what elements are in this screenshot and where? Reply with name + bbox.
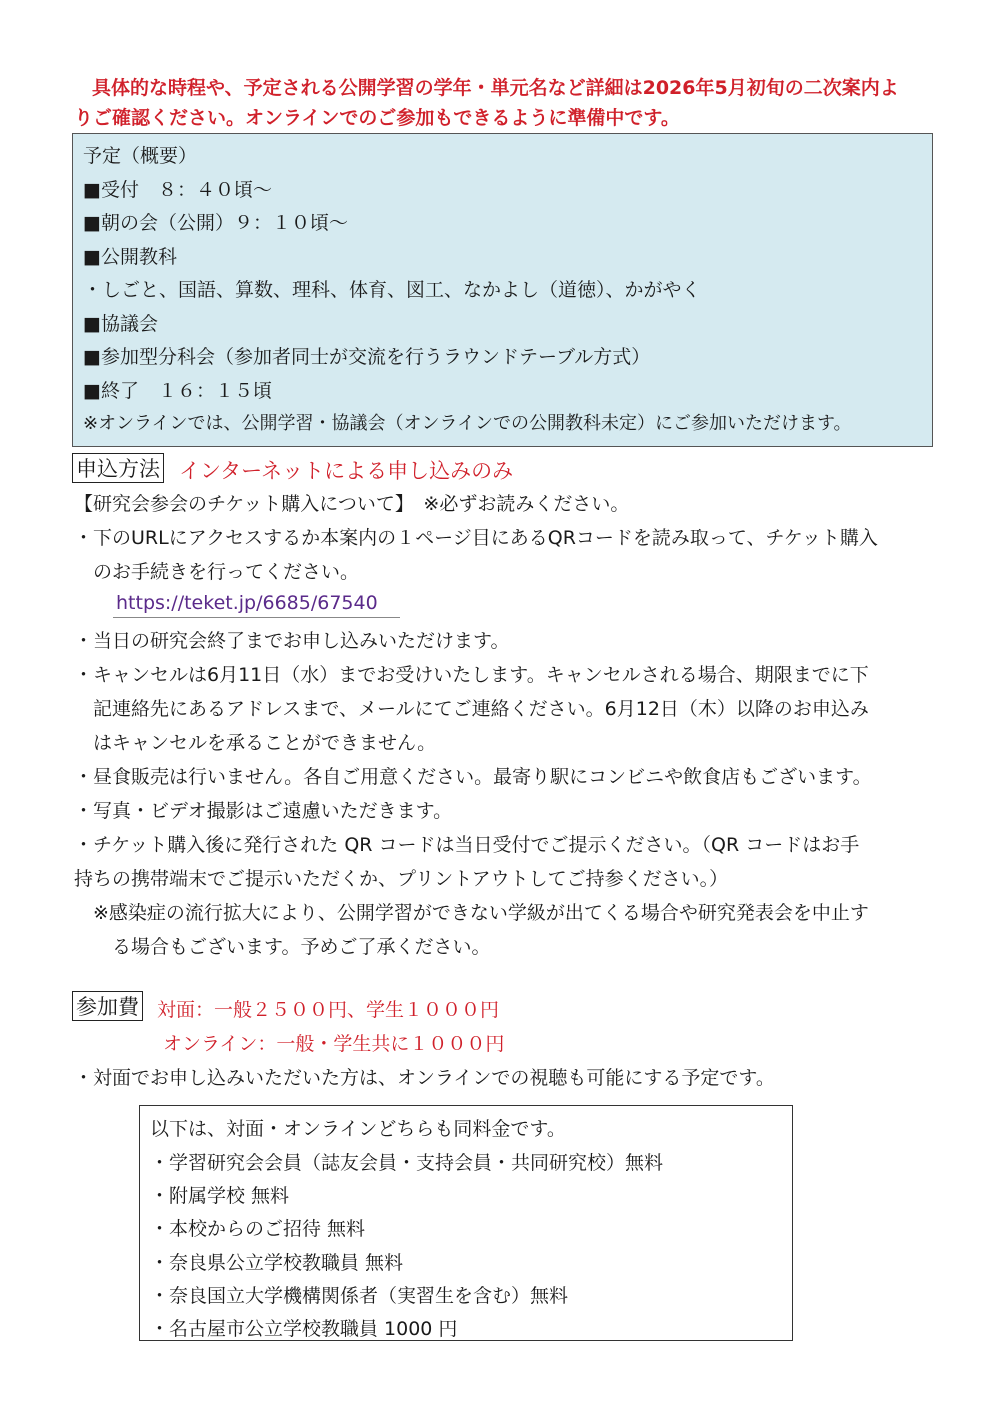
qr-note-1: ・チケット購入後に発行された QR コードは当日受付でご提示ください。（QR コードはお手 <box>74 834 860 856</box>
schedule-item: ■公開教科 <box>83 246 177 268</box>
fee-box-item: ・名古屋市公立学校教職員 1000 円 <box>150 1318 458 1340</box>
access-instruction-2: のお手続きを行ってください。 <box>93 561 360 583</box>
free-fee-box <box>139 1105 793 1341</box>
fee-online: オンライン：一般・学生共に１０００円 <box>163 1033 505 1055</box>
infection-note-1: ※感染症の流行拡大により、公開学習ができない学級が出てくる場合や研究発表会を中止す <box>93 902 869 924</box>
access-instruction-1: ・下のURLにアクセスするか本案内の１ページ目にあるQRコードを読み取って、チケット購入 <box>74 527 878 549</box>
ticket-heading: 【研究会参会のチケット購入について】 ※必ずお読みください。 <box>74 493 630 515</box>
deadline-note: ・当日の研究会終了までお申し込みいただけます。 <box>74 630 510 652</box>
schedule-item: ■朝の会（公開）９：１０頃～ <box>83 212 348 234</box>
schedule-item: ■終了 １６：１５頃 <box>83 380 272 402</box>
photo-note: ・写真・ビデオ撮影はご遠慮いただきます。 <box>74 800 453 822</box>
qr-note-2: 持ちの携帯端末でご提示いただくか、プリントアウトしてご持参ください。） <box>74 868 729 890</box>
fee-box-item: ・本校からのご招待 無料 <box>150 1218 366 1240</box>
fee-box-item: ・附属学校 無料 <box>150 1185 290 1207</box>
schedule-item: ・しごと、国語、算数、理科、体育、図工、なかよし（道徳）、かがやく <box>83 279 701 301</box>
url-underline <box>113 617 400 618</box>
application-label: 申込方法 <box>72 453 164 483</box>
cancel-policy-2: 記連絡先にあるアドレスまで、メールにてご連絡ください。6月12日（木）以降のお申込み <box>93 698 869 720</box>
fee-label: 参加費 <box>72 991 143 1021</box>
ticket-url-link[interactable]: https://teket.jp/6685/67540 <box>116 592 378 614</box>
schedule-item: ■協議会 <box>83 313 158 335</box>
schedule-title: 予定（概要） <box>83 145 198 167</box>
fee-box-item: ・奈良国立大学機構関係者（実習生を含む）無料 <box>150 1285 569 1307</box>
lunch-note: ・昼食販売は行いません。各自ご用意ください。最寄り駅にコンビニや飲食店もございます。 <box>74 766 872 788</box>
infection-note-2: る場合もございます。予めご了承ください。 <box>112 936 491 958</box>
fee-online-viewing-note: ・対面でお申し込みいただいた方は、オンラインでの視聴も可能にする予定です。 <box>74 1067 775 1089</box>
application-headline: インターネットによる申し込みのみ <box>179 459 514 483</box>
notice-line-2: りご確認ください。オンラインでのご参加もできるように準備中です。 <box>74 107 680 129</box>
fee-box-item: ・学習研究会会員（誌友会員・支持会員・共同研究校）無料 <box>150 1152 664 1174</box>
schedule-box <box>72 133 933 447</box>
notice-line-1: 具体的な時程や、予定される公開学習の学年・単元名など詳細は2026年5月初旬の二次案内よ <box>92 77 899 99</box>
fee-box-item: ・奈良県公立学校教職員 無料 <box>150 1252 404 1274</box>
cancel-policy-3: はキャンセルを承ることができません。 <box>93 732 437 754</box>
schedule-online-note: ※オンラインでは、公開学習・協議会（オンラインでの公開教科未定）にご参加いただけます。 <box>83 413 852 434</box>
fee-box-title: 以下は、対面・オンラインどちらも同料金です。 <box>150 1118 566 1140</box>
schedule-item: ■受付 ８：４０頃～ <box>83 179 272 201</box>
schedule-item: ■参加型分科会（参加者同士が交流を行うラウンドテーブル方式） <box>83 346 651 368</box>
cancel-policy-1: ・キャンセルは6月11日（水）までお受けいたします。キャンセルされる場合、期限までに下 <box>74 664 869 686</box>
fee-in-person: 対面：一般２５００円、学生１０００円 <box>157 999 500 1021</box>
